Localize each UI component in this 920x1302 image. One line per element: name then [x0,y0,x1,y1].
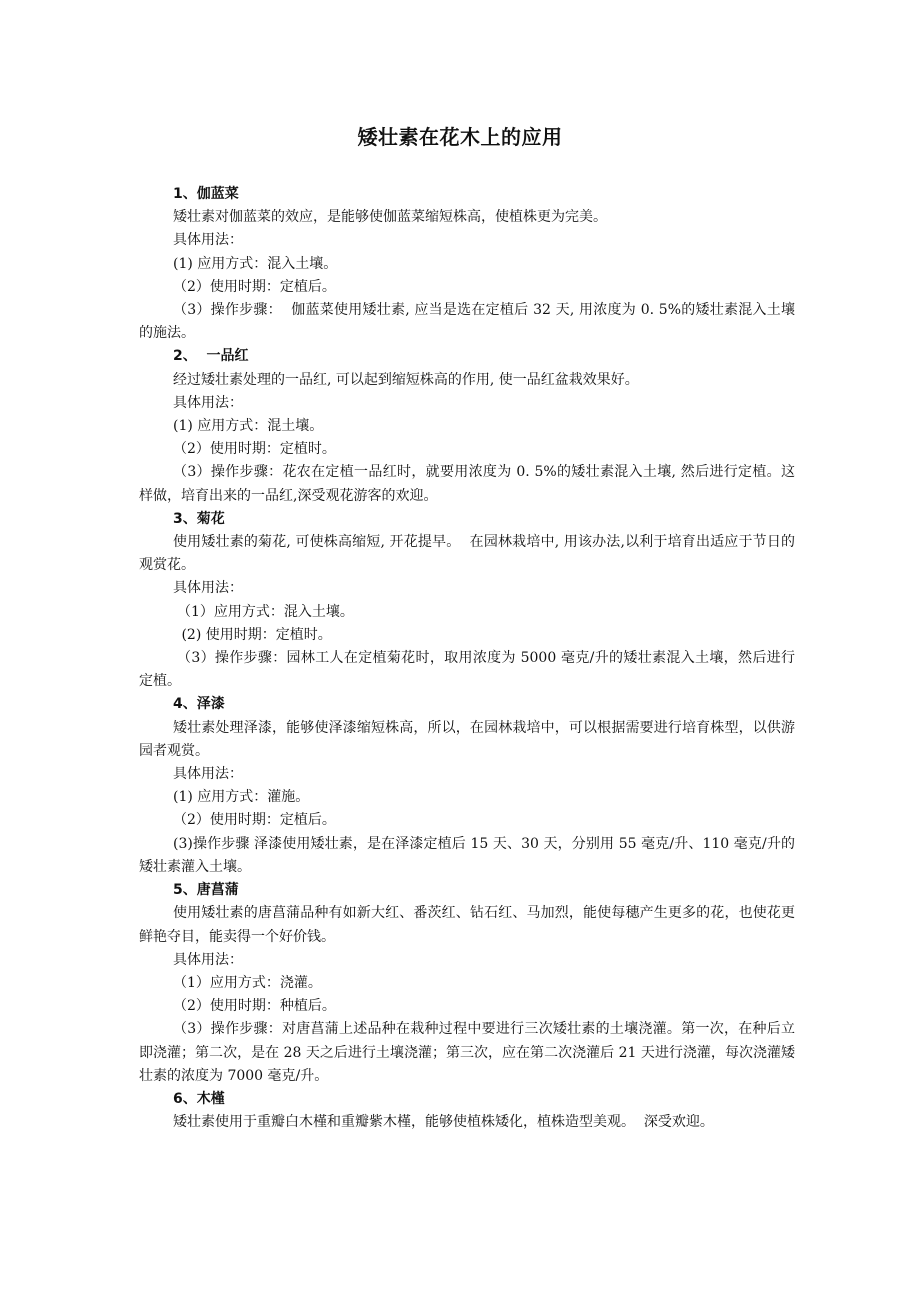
paragraph: 经过矮壮素处理的一品红, 可以起到缩短株高的作用, 使一品红盆栽效果好。 [173,371,639,388]
paragraph: 矮壮素使用于重瓣白木槿和重瓣紫木槿，能够使植株矮化，植株造型美观。 深受欢迎。 [173,1114,714,1131]
section-heading: 5、唐菖蒲 [173,882,239,899]
paragraph: （1）应用方式：混入土壤。 [177,603,354,620]
section-heading: 4、泽漆 [173,696,225,713]
document-body [139,183,795,1134]
paragraph: 具体用法： [173,580,243,597]
paragraph: （3）操作步骤：对唐菖蒲上述品种在栽种过程中要进行三次矮壮素的土壤浇灌。第一次，在种后立即浇灌；第二次，是在 28 天之后进行土壤浇灌；第三次，应在第二次浇灌后 21 天进行浇灌，每次浇灌矮壮素的浓度为 7000 毫克/升。 [139,1021,795,1084]
paragraph: （3）操作步骤： 伽蓝菜使用矮壮素, 应当是选在定植后 32 天, 用浓度为 0. 5%的矮壮素混入土壤的施法。 [139,302,795,342]
paragraph: 使用矮壮素的唐菖蒲品种有如新大红、番茨红、钻石红、马加烈，能使每穗产生更多的花，也使花更鲜艳夺目，能卖得一个好价钱。 [139,905,795,945]
paragraph: （2）使用时期：定植时。 [173,441,336,458]
section-heading: 1、伽蓝菜 [173,186,239,202]
paragraph: （3）操作步骤：花农在定植一品红时，就要用浓度为 0. 5%的矮壮素混入土壤, 然后进行定植。这样做，培育出来的一品红,深受观花游客的欢迎。 [139,464,795,504]
section-heading: 6、木槿 [173,1090,225,1107]
paragraph: （2）使用时期：定植后。 [173,812,336,829]
document-title: 矮壮素在花木上的应用 [357,125,563,149]
paragraph: 具体用法： [173,766,243,783]
paragraph: (1) 应用方式：灌施。 [173,789,310,806]
paragraph: (1) 应用方式：混土壤。 [173,418,324,435]
paragraph: 具体用法： [173,951,243,968]
paragraph: 具体用法： [173,232,243,249]
section-heading: 3、菊花 [173,510,225,527]
paragraph: (1) 应用方式：混入土壤。 [173,255,338,272]
paragraph: （1）应用方式：浇灌。 [173,974,322,991]
paragraph: （2）使用时期：定植后。 [173,278,336,295]
paragraph: 矮壮素处理泽漆，能够使泽漆缩短株高，所以，在园林栽培中，可以根据需要进行培育株型，以供游园者观赏。 [139,719,795,759]
paragraph: (3)操作步骤 泽漆使用矮壮素，是在泽漆定植后 15 天、30 天，分别用 55 毫克/升、110 毫克/升的矮壮素灌入土壤。 [139,835,795,875]
paragraph: （3）操作步骤：园林工人在定植菊花时，取用浓度为 5000 毫克/升的矮壮素混入土壤，然后进行定植。 [139,650,795,690]
paragraph: 矮壮素对伽蓝菜的效应，是能够使伽蓝菜缩短株高，使植株更为完美。 [173,209,607,226]
section-heading: 2、 一品红 [173,348,249,365]
paragraph: （2）使用时期：种植后。 [173,998,336,1015]
paragraph: 具体用法： [173,394,243,411]
paragraph: 使用矮壮素的菊花, 可使株高缩短, 开花提早。 在园林栽培中, 用该办法,以利于培育出适应于节日的观赏花。 [139,534,795,574]
paragraph: (2) 使用时期：定植时。 [177,626,332,643]
